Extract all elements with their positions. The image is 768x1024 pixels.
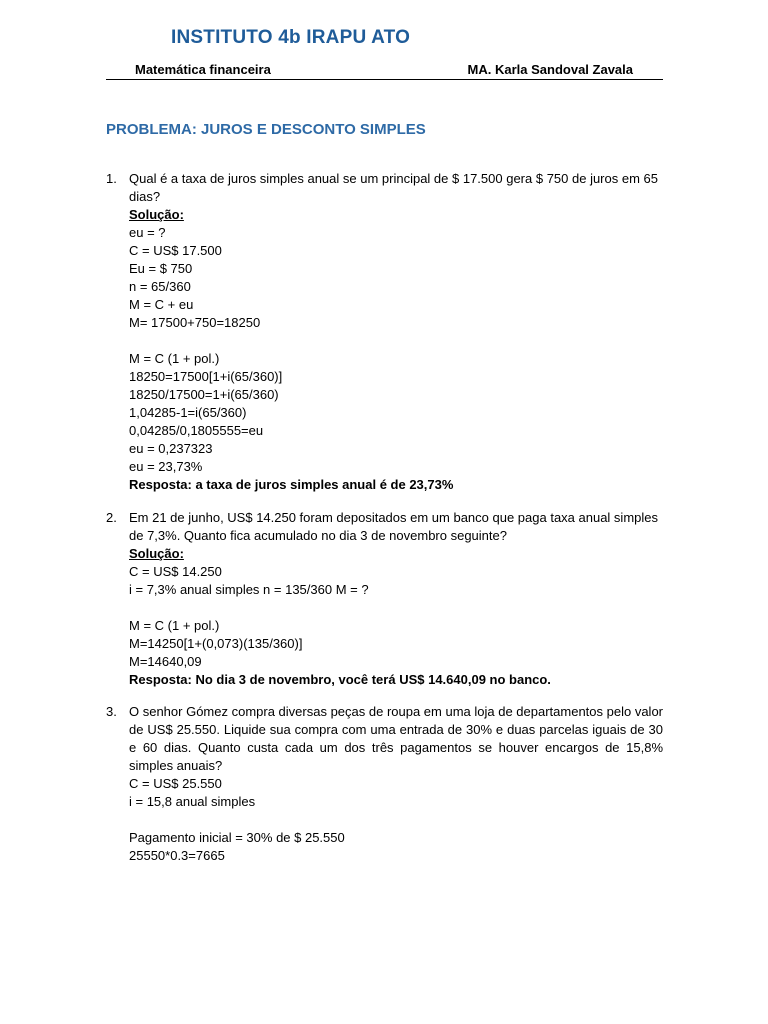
- problem-number: 3.: [106, 704, 117, 719]
- problem-1: [106, 170, 663, 494]
- teacher-name: MA. Karla Sandoval Zavala: [467, 62, 633, 77]
- solution-line: 18250/17500=1+i(65/360): [129, 387, 279, 402]
- problem-number: 2.: [106, 510, 117, 525]
- solution-line: C = US$ 25.550: [129, 776, 222, 791]
- solution-line: M= 17500+750=18250: [129, 315, 261, 330]
- solution-line: Eu = $ 750: [129, 261, 193, 276]
- solution-line: M = C (1 + pol.): [129, 618, 220, 633]
- answer-line: Resposta: a taxa de juros simples anual é de 23,73%: [129, 477, 454, 492]
- solution-line: M=14250[1+(0,073)(135/360)]: [129, 636, 303, 651]
- problem-question: Qual é a taxa de juros simples anual se um principal de $ 17.500 gera $ 750 de juros em 65 dias?: [129, 171, 658, 204]
- solution-line: eu = 23,73%: [129, 459, 203, 474]
- problem-number: 1.: [106, 171, 117, 186]
- answer-line: Resposta: No dia 3 de novembro, você terá US$ 14.640,09 no banco.: [129, 672, 551, 687]
- blank-line: [106, 599, 663, 617]
- institute-title: INSTITUTO 4b IRAPU ATO: [171, 27, 411, 48]
- blank-line: [106, 332, 663, 350]
- solution-line: M = C (1 + pol.): [129, 351, 220, 366]
- solution-label: Solução:: [129, 207, 184, 222]
- course-header: [106, 61, 663, 80]
- solution-line: 25550*0.3=7665: [129, 848, 225, 863]
- solution-line: C = US$ 14.250: [129, 564, 222, 579]
- solution-line: n = 65/360: [129, 279, 191, 294]
- solution-line: 1,04285-1=i(65/360): [129, 405, 247, 420]
- solution-label: Solução:: [129, 546, 184, 561]
- solution-line: i = 7,3% anual simples n = 135/360 M = ?: [129, 582, 369, 597]
- solution-line: 0,04285/0,1805555=eu: [129, 423, 264, 438]
- problem-question: O senhor Gómez compra diversas peças de roupa em uma loja de departamentos pelo valor de US$ 25.550. Liquide sua compra com uma entrada de 30% e duas parcelas iguais de 30 e 60 dias. Quanto custa cada um dos três pagamentos se houver encargos de 15,8% simples anuais?: [129, 704, 664, 773]
- solution-line: i = 15,8 anual simples: [129, 794, 256, 809]
- solution-line: M=14640,09: [129, 654, 202, 669]
- subject-name: Matemática financeira: [135, 62, 271, 77]
- solution-line: 18250=17500[1+i(65/360)]: [129, 369, 283, 384]
- solution-line: Pagamento inicial = 30% de $ 25.550: [129, 830, 345, 845]
- solution-line: C = US$ 17.500: [129, 243, 222, 258]
- problem-question: Em 21 de junho, US$ 14.250 foram depositados em um banco que paga taxa anual simples de 7,3%. Quanto fica acumulado no dia 3 de novembro seguinte?: [129, 510, 659, 543]
- solution-line: eu = ?: [129, 225, 166, 240]
- solution-line: eu = 0,237323: [129, 441, 213, 456]
- section-title: PROBLEMA: JUROS E DESCONTO SIMPLES: [106, 121, 426, 138]
- solution-line: M = C + eu: [129, 297, 194, 312]
- problem-2: [106, 509, 663, 689]
- blank-line: [106, 811, 663, 829]
- problem-3: [106, 703, 663, 865]
